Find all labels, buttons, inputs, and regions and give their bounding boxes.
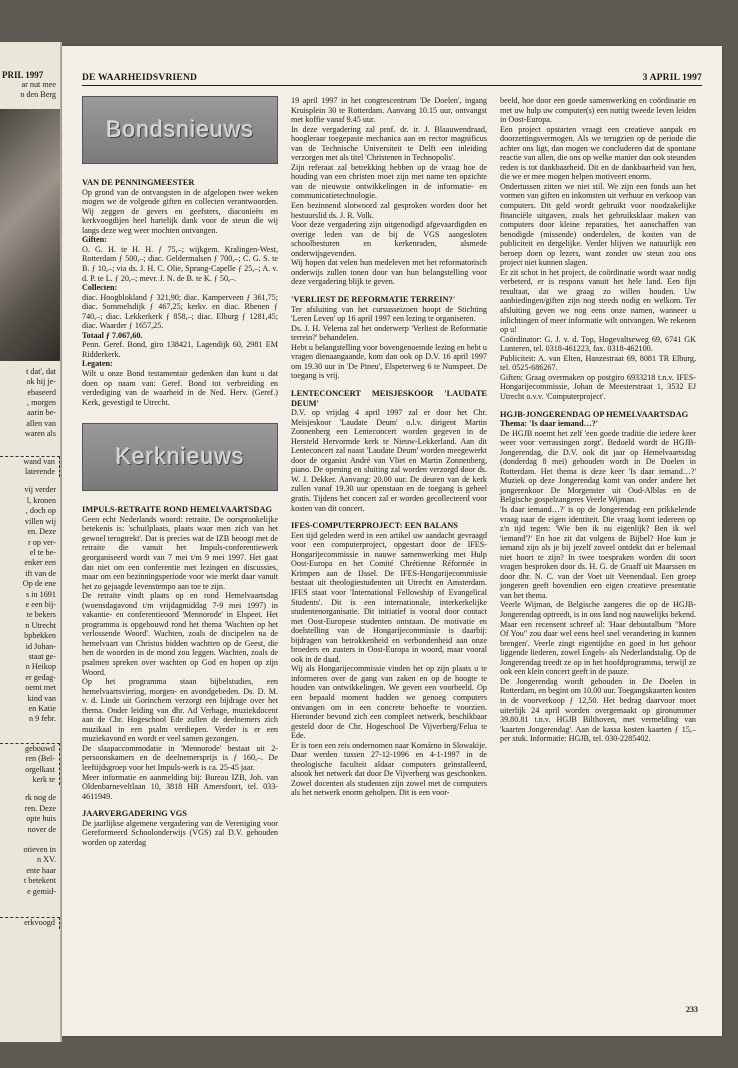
running-head-title: DE WAARHEIDSVRIEND [82,73,198,83]
facing-page-line: rk nog de [25,793,56,803]
facing-page-line: en. Deze [27,527,56,537]
paragraph: 'Is daar iemand…?' is op de Jongerendag een prikkelende vraag naar de eigen identiteit. Die vraag komt iedereen op z'n tijd tegen: 'Wie ben ik nu eigenlijk? Ben ik wel 'iemand'?' En hoe zit dat volgens de Bijbel? Hoe kun je iemand zijn als je bij jezelf zoveel ontdekt dat er helemaal niet hoort te zijn? In twee toespraken worden dit soort vragen besproken door ds. H. G. de Graaff uit Maarssen en door dhr. N. C. van der Voet uit Veenendaal. Een groep jongeren geeft bovendien een eigen creatieve presentatie van het thema. [500,505,696,600]
facing-page-line: t dat', dat [26,366,56,376]
facing-page-line: laterende [25,467,55,477]
paragraph: Hebt u belangstelling voor bovengenoemde lezing en hebt u vragen dienaangaande, kom dan ook op D.V. 16 april 1997 om 19.30 uur in 'De Pineu', Elspeterweg 6 te Nunspeet. De toegang is vrij. [291,342,487,381]
paragraph: Een tijd geleden werd in een artikel uw aandacht gevraagd voor een computerproject, opgestart door de IFES-Hongarijecommissie in nauwe samenwerking met Hulp Oost-Europa en het Comité Chrétienne Réformée in Krimpen aan de IJssel. De IFES-Hongarijecommissie bestaat uit theologiestudenten uit Utrecht en Amsterdam. IFES staat voor 'International Fellowship of Evangelical Students'. Dit is een internationale, interkerkelijke studentenorganisatie. Dit initiatief is vooral door contact met Oost-Europese studenten ontstaan. De motivatie en doelstelling van de Hongarijecommissie is daarbij: bijdragen van betrokkenheid en verbondenheid aan onze broeders en zusters in Oost-Europa in woord, maar vooral ook in de daad. [291,530,487,664]
page-number: 233 [686,1005,698,1014]
facing-page-line: erkvoogd [24,918,55,928]
paragraph: Wij hopen dat velen hun medeleven met het reformatorisch onderwijs zullen tonen door van hun belangstelling voor deze vergadering blijk te geven. [291,258,487,287]
column-3 [500,96,696,744]
paragraph: In deze vergadering zal prof. dr. ir. J. Blaauwendraad, hoogleraar toegepaste mechanica aan en rector magnificus van de Technische Universiteit te Delft een inleiding verzorgen met als titel 'Christenen in Technopolis'. [291,124,487,163]
facing-page-line: , morgen [27,398,56,408]
paragraph: Meer informatie en aanmelding bij: Bureau IZB, Joh. van Oldenbarneveltlaan 10, 3818 HB Amersfoort, tel. 033-4611949. [82,772,278,801]
paragraph: Coördinator: G. J. v. d. Top, Hogevaltseweg 69, 6741 GK Lunteren, tel. 0318-461223, fax. 0318-462100. [500,334,696,354]
facing-page-line: l, kronen [26,495,56,505]
paragraph: Ondertussen zitten we niet stil. We zijn een fonds aan het vormen van giften en inkomsten uit verhuur en verkoop van computers. Dit geld wordt gebruikt voor noodzakelijke financiële uitgaven, zoals het gebruiksklaar maken van computers door kleine reparaties, het aanschaffen van benodigde (missende) onderdelen, de kosten van de publiciteit en dergelijke. Verder blijven we natuurlijk een beroep doen op lezers, want zonder uw steun zou ons project niet kunnen slagen. [500,181,696,268]
facing-lines-f [0,793,60,835]
paragraph: beeld, hoe door een goede samenwerking en coördinatie en met uw hulp uw computer(s) een nuttig tweede leven leiden in Oost-Europa. [500,96,696,125]
paragraph: Ter afsluiting van het cursusseizoen hoopt de Stichting 'Leren Leven' op 16 april 1997 een lezing te organiseren. [291,304,487,324]
paragraph: Penn. Geref. Bond, giro 138421, Lagendijk 60, 2981 EM Ridderkerk. [82,340,278,359]
facing-page-line: enker een [24,558,56,568]
newspaper-page [62,46,722,1036]
paragraph: Wilt u onze Bond testamentair gedenken dan kunt u dat doen op naam van: Geref. Bond tot verbreiding en verdediging van de waarheid in de Ned. Herv. (Geref.) Kerk, gevestigd te Utrecht. [82,368,278,407]
facing-page-line: oemt met [25,683,56,693]
facing-page-line: ift van de [25,568,56,578]
facing-page-line: ebaseerd [27,387,56,397]
paragraph: De retraite vindt plaats op en rond Hemelvaartsdag (woensdagavond t/m vrijdagmiddag 7-9 mei 1997) in vakantie- en conferentieoord 'Mennorode' in Elspeet. Het programma is opgebouwd rond het thema 'Wachten op het verlossende Woord'. Wachten, zoals de discipelen na de hemelvaart van Christus bidden wachtten op de Geest, die hen de woorden in de mond zou leggen. Wachten, zoals de psalmen spreken over wachten op God en hopen op zijn Woord. [82,591,278,677]
facing-page-line: t betekent [23,876,56,886]
facing-page-fragment [0,42,62,1042]
facing-lines-h [0,917,60,928]
facing-page-photo [0,109,60,361]
total-amount: Totaal ƒ 7.067,60. [82,330,143,340]
facing-page-line: id Johan- [25,641,56,651]
facing-lines-a [0,80,60,101]
facing-page-line: staat ge- [28,651,56,661]
subheading: Collecten: [82,283,118,293]
paragraph: De Jongerendag wordt gehouden in De Doelen in Rotterdam, en begint om 10.00 uur. Toegangskaarten kosten in de voorverkoop ƒ 12,50. Het bedrag daarvoor moet uiterlijk 24 april worden overgemaakt op gironummer 39.80.81 t.n.v. HGJB Bilthoven, met vermelding van 'kaarten Jongerendag'. Aan de kassa kosten kaarten ƒ 15,– per stuk. Informatie: HGJB, tel. 030-2285402. [500,676,696,744]
paragraph: O. G. H. te H. H. ƒ 75,–; wijkgem. Kralingen-West, Rotterdam ƒ 500,–; diac. Geldermalsen ƒ 700,–; C. G. S. te B. ƒ 10,–; via ds. J. H. C. Olie, Sprang-Capelle ƒ 25,–; A. v. d. P. te L. ƒ 20,–; mevr. J. N. de B. te K. ƒ 50,–. [82,244,278,283]
facing-page-line: nover de [27,824,56,834]
facing-page-line: otieven in [23,845,56,855]
facing-page-line: wand van [23,456,55,466]
facing-page-line: Op de ene [22,579,56,589]
facing-page-line: r op ver- [27,537,56,547]
facing-page-line: kind van [27,693,56,703]
paragraph: D.V. op vrijdag 4 april 1997 zal er door het Chr. Meisjeskoor 'Laudate Deum' o.l.v. dirigent Martin Zonnenberg een Lenteconcert worden gegeven in de Hersteld Hervormde kerk te Nieuw-Lekkerland. Aan dit Lenteconcert zal naast 'Laudate Deum' worden meegewerkt door de organist André van Vliet en Martin Zonnenberg, piano. De opening en sluiting zal worden verzorgd door ds. W. J. Dekker. Aanvang: 20.00 uur. De deuren van de kerk zullen vanaf 19.30 uur openstaan en de toegang is geheel gratis. Tijdens het concert zal er worden gecollecteerd voor kosten van dit concert. [291,408,487,513]
facing-page-line: , doch op [25,506,56,516]
facing-page-line: s in 1691 [25,589,56,599]
paragraph: De HGJB noemt het zelf 'een goede traditie die iedere keer weer voor verrassingen zorgt'. Bedoeld wordt de HGJB-Jongerendag, die D.V. ook dit jaar op Hemelvaartsdag (donderdag 8 mei) gehouden wordt in De Doelen in Rotterdam. Het thema is deze keer 'Is daar iemand…?' Muziek op deze Jongerendag komt van onder andere het jongerenkoor De Morgenster uit Oud-Alblas en de Belgische gospelzangeres Veerle Wijman. [500,428,696,505]
running-head [82,73,702,86]
facing-page-line: bpbekken [24,631,56,641]
facing-lines-g [0,845,60,897]
facing-page-line: en Katie [28,704,56,713]
facing-page-line: vij verder [24,485,56,495]
paragraph: Er zit schot in het project, de coördinatie wordt waar nodig verbeterd, er is respons vanuit het hele land. Een fijn resultaat, dat we graag zo willen houden. Uw aanbiedingen/giften zijn nog steeds nodig en welkom. Ter afsluiting geven we nog eens onze namen, wanneer u inlichtingen of meer informatie wilt ontvangen. We rekenen op u! [500,267,696,335]
running-head-date: 3 APRIL 1997 [642,73,702,83]
facing-page-line: e een bij- [25,599,56,609]
article-heading: IFES-COMPUTERPROJECT: EEN BALANS [291,521,458,531]
article-heading: IMPULS-RETRAITE ROND HEMELVAARTSDAG [82,505,273,515]
facing-page-line: aarin be- [27,408,56,418]
paragraph: Geen echt Nederlands woord: retraite. De oorspronkelijke betekenis is: 'schuilplaats, plaats waar men zich van het gewoel terugtrekt'. Dat is precies wat de IZB beoogt met de retraite die vanuit het Impuls-conferentiewerk georganiseerd wordt van 7 mei t/m 9 mei 1997. Het gaat dan niet om een conferentie met lezingen en discussies, maar om een bezinningsperiode voor wie merkt daar vanuit het zo gejaagde levenstempo aan toe te zijn. [82,514,278,591]
facing-page-line: ar nut mee [21,80,56,89]
subheading: Legaten: [82,359,113,369]
paragraph: 19 april 1997 in het congrescentrum 'De Doelen', ingang Kruisplein 30 te Rotterdam. Aanvang 10.15 uur, ontvangst met koffie vanaf 9.45 uur. [291,96,487,125]
article-heading: LENTECONCERT MEISJESKOOR 'LAUDATE DEUM' [291,388,487,408]
paragraph: Giften: Graag overmaken op postgiro 6933218 t.n.v. IFES-Hongarijecommissie, Johan de Meesterstraat 1, 3532 EJ Utrecht o.v.v. 'Computerproject'. [500,372,696,401]
paragraph: De slaapaccommodatie in 'Mennorode' bestaat uit 2-persoonskamers en de deelnemersprijs is ƒ 160,–. De leeftijdsgroep voor het Impuls-werk is ca. 25-45 jaar. [82,743,278,772]
facing-page-line: el te be- [29,547,56,557]
facing-page-line: n XV. [37,855,56,865]
article-theme: Thema: 'Is daar iemand…?' [500,419,599,429]
facing-page-header: PRIL 1997 [2,70,44,80]
facing-page-line: gebouwd [24,743,55,753]
paragraph: Op grond van de ontvangsten in de afgelopen twee weken mogen we de volgende giften en collecten verantwoorden. Wij zeggen de gevers en geefsters, diaconieën en kerkvoogdijen heel hartelijk dank voor de steun die wij langs deze weg weer mochten ontvangen. [82,187,278,235]
facing-page-line: n 9 febr. [28,714,56,724]
bondsnieuws-banner [82,96,278,164]
facing-page-line: ente haar [26,865,56,875]
article-heading: HGJB-JONGERENDAG OP HEMELVAARTSDAG [500,409,689,419]
facing-lines-d [0,485,60,724]
facing-lines-c [0,456,60,478]
facing-page-line: villen wij [24,516,56,526]
facing-page-line: e gemid- [27,886,56,896]
banner-title: Kerknieuws [115,443,245,470]
kerknieuws-banner [82,423,278,491]
article-heading: 'VERLIEST DE REFORMATIE TERREIN?' [291,294,456,304]
paragraph: diac. Hoogblokland ƒ 321,90; diac. Kamperveen ƒ 361,75; diac. Sommelsdijk ƒ 467,25; kerkv. en diac. Rhenen ƒ 740,–; diac. Lekkerkerk ƒ 858,–; diac. Elburg ƒ 1281,45; diac. Waarder ƒ 1657,25. [82,292,278,331]
facing-page-line: allen van [26,418,56,428]
article-heading: JAARVERGADERING VGS [82,809,187,819]
paragraph: Een bezinnend slotwoord zal gesproken worden door het bestuurslid ds. J. R. Volk. [291,201,487,220]
facing-page-line: ren. Deze [24,803,56,813]
facing-lines-b [0,367,60,440]
article-heading: VAN DE PENNINGMEESTER [82,178,195,187]
facing-page-line: ren (Bel- [25,754,55,764]
paragraph: Publiciteit: A. van Elten, Hanzestraat 69, 8081 TR Elburg, tel. 0525-686267. [500,353,696,373]
facing-page-line: n den Berg [20,90,56,100]
facing-page-line: n Utrecht [25,620,56,630]
facing-page-line: n Heikop [25,662,56,672]
paragraph: Een project opstarten vraagt een creatieve aanpak en doorzettingsvermogen. Als we terugzien op de periode die achter ons ligt, dan mogen we concluderen dat de spontane reactie van allen, die ons op welke manier dan ook steunden reden is tot dankbaarheid. Dit en de dankbaarheid van hen, die we er mee mogen helpen motiveert enorm. [500,124,696,182]
facing-lines-e [0,743,60,786]
facing-page-line: ok hij je- [26,377,56,387]
column-2 [291,96,487,798]
facing-page-line: opte huis [26,814,56,824]
facing-page-line: waren als [24,429,56,439]
paragraph: Er is toen een reis ondernomen naar Komárno in Slowakije. Daar werden tussen 27-12-1996 en 4-1-1997 in de theologische faculteit aldaar computers geïnstalleerd, alsook het netwerk dat door De Vijverberg was geschonken. Zowel docenten als studenten zijn zowel met de computers als het netwerk enorm geholpen. Dit is een voor- [291,740,487,798]
banner-title: Bondsnieuws [106,116,254,143]
paragraph: Voor deze vergadering zijn uitgenodigd afgevaardigden en overige leden van de bij de VGS aangesloten schoolbesturen en kerkenraden, alsmede onderwijsgevenden. [291,220,487,258]
facing-page-line: te bekers [26,610,56,620]
paragraph: Wij als Hongarijecommissie vinden het op zijn plaats u te informeren over de gang van zaken en op de hoogte te houden van ontwikkelingen. We geven een voorbeeld. Op een bepaald moment hadden we genoeg computers ontvangen om in een concrete behoefte te voorzien. Hieronder bevond zich een compleet netwerk, beschikbaar gesteld door de Chr. Hogeschool De Vijverberg/Felua te Ede. [291,664,487,741]
column-1 [82,96,278,847]
facing-page-line: orgelkast [25,764,55,774]
facing-page-line: er gedag- [25,672,56,682]
paragraph: De jaarlijkse algemene vergadering van de Vereniging voor Gereformeerd Schoolonderwijs (VGS) zal D.V. gehouden worden op zaterdag [82,818,278,847]
facing-page-line: kerk te [32,775,55,785]
subheading: Giften: [82,235,107,245]
paragraph: Veerle Wijman, de Belgische zangeres die op de HGJB-Jongerendag optreedt, is in ons land nog nauwelijks bekend. Maar een recensent schreef al: 'Haar debuutalbum "More Of You" zou daar wel eens heel snel verandering in kunnen brengen'. Veerle zingt eigentijdse en goed in het gehoor liggende liederen, zowel Engels- als Nederlandstalig. Op de Jongerendag treedt ze op in het hoofdprogramma, terwijl ze ook een klein concert geeft in de pauze. [500,600,696,677]
paragraph: Zijn referaat zal betrekking hebben op de vraag hoe de houding van een christen moet zijn met name ten opzichte van de nieuwste ontwikkelingen in de informatie- en communicatietechnologie. [291,162,487,201]
paragraph: Op het programma staan bijbelstudies, een hemelvaartsviering, morgen- en avondgebeden. Ds. D. M. v. d. Linde uit Gorinchem verzorgt een bijdrage over het thema. Onder leiding van dhr. Ad Verhage, muziekdocent aan de Chr. Hogeschool Ede zullen de deelnemers zich muzikaal in een psalm verdiepen. Verder is er een muziekavond en wordt er veel samen gezongen. [82,677,278,744]
paragraph: Ds. J. H. Velema zal het onderwerp 'Verliest de Reformatie terrein?' behandelen. [291,323,487,343]
